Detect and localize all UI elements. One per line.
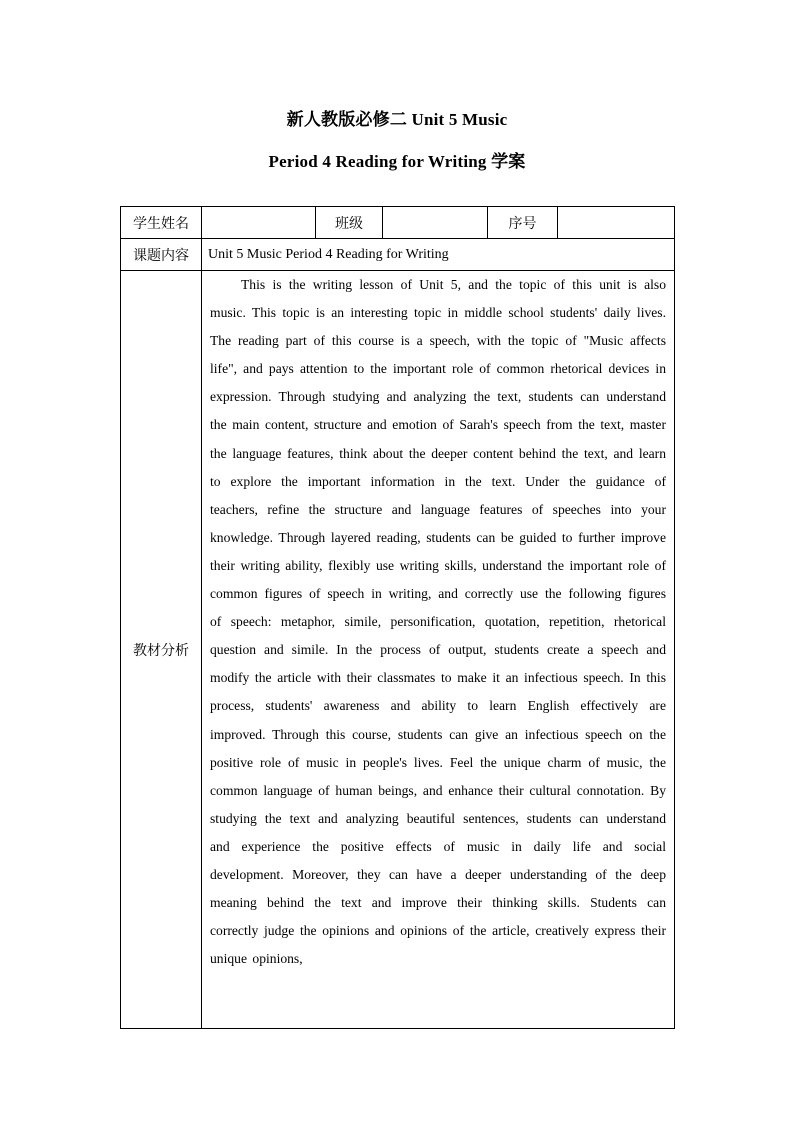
document-subtitle: Period 4 Reading for Writing 学案 xyxy=(268,152,526,171)
class-field[interactable] xyxy=(383,207,488,239)
student-name-field[interactable] xyxy=(202,207,316,239)
student-name-label: 学生姓名 xyxy=(121,207,202,239)
student-info-row xyxy=(121,207,675,239)
document-title: 新人教版必修二 Unit 5 Music xyxy=(286,110,508,129)
analysis-row xyxy=(121,271,675,1029)
analysis-label: 教材分析 xyxy=(121,271,202,1029)
topic-label: 课题内容 xyxy=(121,239,202,271)
class-label: 班级 xyxy=(316,207,383,239)
topic-row xyxy=(121,239,675,271)
number-field[interactable] xyxy=(558,207,675,239)
topic-value: Unit 5 Music Period 4 Reading for Writing xyxy=(202,239,675,271)
analysis-cell xyxy=(202,271,675,1029)
analysis-paragraph: This is the writing lesson of Unit 5, and the topic of this unit is also music. This topic is an interesting topic in middle school students' daily lives. The reading part of this course is a speech, with the topic of "Music affects life", and pays attention to the important role of common rhetorical devices in expression. Through studying and analyzing the text, students can understand the main content, structure and emotion of Sarah's speech from the text, master the language features, think about the deeper content behind the text, and learn to explore the important information in the text. Under the guidance of teachers, refine the structure and language features of speeches into your knowledge. Through layered reading, students can be guided to further improve their writing ability, flexibly use writing skills, understand the important role of common figures of speech in writing, and correctly use the following figures of speech: metaphor, simile, personification, quotation, repetition, rhetorical question and simile. In the process of output, students create a speech and modify the article with their classmates to make it an infectious speech. In this process, students' awareness and ability to learn English effectively are improved. Through this course, students can give an infectious speech on the positive role of music in people's lives. Feel the unique charm of music, the common language of human beings, and enhance their cultural connotation. By studying the text and analyzing beautiful sentences, students can understand and experience the positive effects of music in daily life and social development. Moreover, they can have a deeper understanding of the deep meaning behind the text and improve their thinking skills. Students can correctly judge the opinions and opinions of the article, creatively express their unique opinions, xyxy=(210,277,666,967)
lesson-info-table xyxy=(120,206,675,1029)
number-label: 序号 xyxy=(488,207,558,239)
